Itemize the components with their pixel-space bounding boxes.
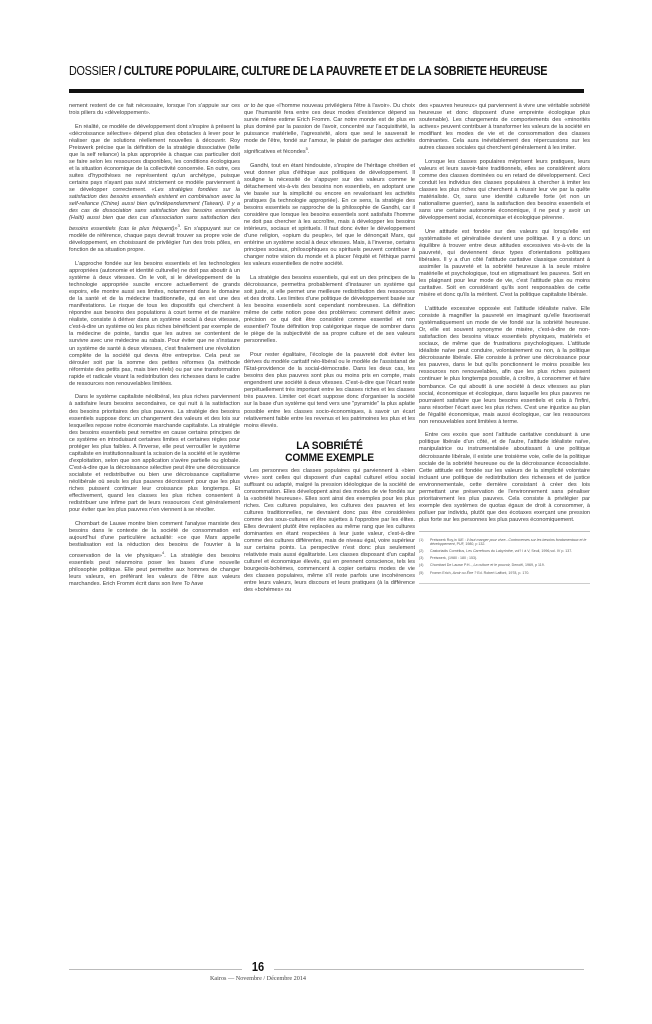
footnote-publisher: vol? I à V, Seuil, 1996,vol. IV p. 137.: [513, 549, 573, 554]
footnote-text: [430, 538, 590, 547]
book-title: To have: [183, 581, 204, 588]
subheading-line: LA SOBRIÉTÉ: [296, 439, 363, 452]
footnote-publisher: Ed. Robert Laffont, 1978, p. 170.: [476, 570, 530, 575]
footnotes-divider: [419, 531, 590, 532]
footnote: [419, 556, 590, 561]
footnote-text: [430, 556, 590, 561]
footnote-number: (2): [419, 549, 424, 554]
paragraph-text: que «l'homme nouveau privilégiera l'être à l'avoir». Du choix que l'humanité fera entre ces deux modes d'existence dépend sa survie même estime Erich Fromm. Car notre monde est de plus en plus dominé par la passion de l'avoir, concentré sur l'acquisitivité, la puissance matérielle, l'agressivité, alors que seul le sauverait le mode de l'être, fondé sur l'amour, le plaisir de partager des activités significatives et fécondes: [244, 103, 415, 156]
paragraph: L'approche fondée sur les besoins essentiels et les technologies appropriées (autonomie et identité culturelle) ne doit pas aboutir à un système à deux vitesses. On le voit, si le développement de la technologie appropriée suscite encore actuellement de grands espoirs, elle montre aussi ses limites, notamment dans le domaine de la santé et de la médecine traditionnelle, qui en est une des manifestations. Le risque de tous les dispositifs qui cherchent à répondre aux besoins des populations à court terme et de manière réaliste, consiste à dériver dans un système social à deux vitesses, c'est-à-dire un système où les plus riches bénéficient par exemple de la médecine de pointe, tandis que les autres se contentent de survivre avec une médecine au rabais. Pour éviter que ne s'instaure un système de santé à deux vitesses, c'est finalement une révolution complète de la société qui devra être entreprise. Cela peut se dérouler soit par la somme des petites réformes (la méthode réformiste des petits pas, mais bien réels) ou par une transformation rapide et radicale visant la redistribution des richesses dans le cadre de ressources non renouvelables limitées.: [69, 260, 240, 387]
quotation: «Les stratégies fondées sur la satisfaction des besoins essentiels existent en combinaison avec la self-reliance (Chine) aussi bien qu'indépendamment (Taiwan). Il y a des cas de dissociation sans satisfaction des besoins essentiels (Haïti) aussi bien que des cas d'association sans satisfaction des besoins essentiels (cas le plus fréquent)»: [69, 187, 240, 233]
footnote: [419, 571, 590, 576]
paragraph: Dans le système capitaliste néolibéral, les plus riches parviennent à satisfaire leurs besoins secondaires, ce qui nuit à la satisfaction des besoins prioritaires des plus pauvres. La stratégie des besoins essentiels suppose donc un changement des valeurs et des lois sur lesquelles repose notre économie marchande capitaliste. La stratégie des besoins essentiels peut remettre en cause certains principes de ce système en introduisant certaines limites et certaines règles pour protéger les plus faibles. A l'inverse, elle peut verrouiller le système capitaliste en institutionnalisant la scission de la société et le système d'exploitation, selon que son application s'avère partielle ou globale. C'est-à-dire que la décroissance sélective peut être une décroissance socialiste et redistributive ou bien une décroissance capitalisme néolibérale où seuls les plus pauvres décroissent pour que les plus riches puissent continuer leur croissance plus longtemps. Et effectivement, quand les classes les plus riches consentent à redistribuer une infime part de leurs ressources c'est généralement pour éviter que les plus pauvres n'en viennent à se révolter.: [69, 394, 240, 514]
footer-rule-right: [274, 969, 584, 970]
issue-date: Kairos — Novembre / Décembre 2014: [209, 975, 307, 982]
footnote-author: Preiswerk, (1980 : 180 ; 153).: [430, 556, 478, 561]
article-column-2: [244, 103, 415, 601]
footnote-text: [430, 563, 590, 568]
footnote-number: (5): [419, 570, 424, 575]
dossier-title: CULTURE POPULAIRE, CULTURE DE LA PAUVRETE ET DE LA SOBRIETE HEUREUSE: [123, 64, 548, 78]
paragraph: Une attitude est fondée sur des valeurs qui lorsqu'elle est systématisée et généralisée devient une politique. Il y a donc un équilibre à trouver entre deux attitudes excessives vis-à-vis de la pauvreté, qui deviennent deux types d'orientations politiques libérales. Il y a d'un côté l'attitude caritative classique consistant à assimiler la pauvreté et la sobriété heureuse à la seule misère matérielle et psychologique, tout en stigmatisant les pauvres. Soit en les plaignant pour leur mode de vie, c'est l'attitude plus ou moins caritative. Soit en considérant qu'ils sont responsables de cette misère et donc qu'ils la méritent. C'est la politique capitaliste libérale.: [419, 228, 590, 299]
footnote-ref[interactable]: 4: [162, 549, 165, 555]
section-label: DOSSIER: [69, 64, 116, 78]
paragraph: [69, 124, 240, 255]
footnotes-bottom-divider: [419, 583, 590, 584]
footnote: [419, 563, 590, 568]
section-subheading: [253, 440, 407, 464]
footnote-text: [430, 549, 590, 554]
paragraph-text: .: [307, 149, 310, 156]
paragraph-text: . En s'appuyant sur ce modèle de référence, chaque pays devrait trouver sa propre voie de développement, en choisissant de privilégier l'un des trois pôles, en fonction de sa situation propre.: [69, 226, 241, 254]
footnote-text: [430, 571, 590, 576]
footnote-ref[interactable]: 5: [305, 146, 308, 152]
paragraph: nement restent de ce fait nécessaire, lorsque l'on s'appuie sur ces trois piliers du «développement».: [69, 103, 240, 117]
footnote-title: Avoir ou Être ?: [452, 570, 477, 575]
footnote-author: Fromm Erich,: [430, 570, 453, 575]
dossier-header: [69, 64, 548, 78]
footnote-number: (1): [419, 537, 424, 542]
paragraph: Les personnes des classes populaires qui parviennent à «bien vivre» sont celles qui disposent d'un capital culturel et/ou social suffisant ou adapté, malgré la pression idéologique de la société de consommation. Elles développent ainsi des modes de vie fondés sur la «sobriété heureuse». Elles sont ainsi des exemples pour les plus riches. Ces cultures populaires, les cultures des pauvres et les cultures traditionnelles, ne devraient donc pas être considérées comme des sous-cultures et être sujettes à l'opprobre par les élites. Elles devraient plutôt être replacées au même rang que les cultures dominantes en étant respectées à leur juste valeur, c'est-à-dire comme des cultures différentes, mais de niveau égal, voire supérieur sur certains points. La perspective n'est donc plus seulement relativiste mais aussi égalitariste. Les classes disposant d'un capital culturel et économique élevés, qui en prennent conscience, tels les bourgeois-bohèmes, commencent à copier certains modes de vie des classes populaires, même s'il reste parfois une incohérences entre leurs valeurs, leurs discours et leurs pratiques (à la différence des «bohèmes» ou: [244, 467, 415, 594]
footnote-title: Les Carrefours du Labyrinthe,: [466, 549, 514, 554]
footnote-number: (4): [419, 563, 424, 568]
paragraph: [244, 103, 415, 156]
footnote-author: Chombart De Lauwe P.H..,: [430, 563, 474, 568]
footnote-number: (3): [419, 556, 424, 561]
header-rule: [69, 89, 584, 93]
footnotes: [419, 538, 590, 576]
page-number: 16: [251, 959, 265, 974]
paragraph: des «pauvres heureux» qui parviennent à vivre une véritable sobriété heureuse et donc disposent d'une empreinte écologique plus soutenable). Les changements de comportements des «minorités actives» peuvent contribuer à transformer les valeurs de la société en modifiant les modes de vie et de consommation des classes dominantes. Cela aura inévitablement des répercussions sur les autres classes sociales qui cherchent généralement à les imiter.: [419, 103, 590, 152]
book-title: or to be: [244, 103, 264, 109]
footnote-ref[interactable]: 3: [177, 223, 180, 229]
paragraph: Pour rester égalitaire, l'écologie de la pauvreté doit éviter les dérives du modèle caritatif néo-libéral ou le modèle de l'assistanat de l'Etat-providence de la social-démocratie. Dans les deux cas, les besoins des plus pauvres sont plus ou moins pris en compte, mais engendrent une société à deux vitesses. C'est-à-dire que l'écart reste perpétuellement très important entre les classes riches et les classes très pauvres. Limiter cet écart suppose donc d'organiser la société sur la base d'un système qui tend vers une "pyramide" la plus aplatie possible entre les classes socio-économiques, à savoir un écart relativement faible entre les revenus et les patrimoines les plus et les moins élevés.: [244, 352, 415, 429]
footnote-publisher: Denoël, 1969, p 119.: [510, 563, 545, 568]
subheading-line: COMME EXEMPLE: [285, 451, 374, 464]
footnote-title: Il faut manger pour vivre...Controverses sur les besoins fondamentaux et le développement: [430, 537, 587, 547]
paragraph: [69, 521, 240, 588]
paragraph-text: En réalité, ce modèle de développement dont s'inspire à présent la «décroissance sélective» dépend plus des obstacles à lever pour le réaliser que de solutions réellement nouvelles à découvrir. Roy Preiswerk précise que la définition de la stratégie dissociative (telle que la self reliance) la plus appropriée à chaque cas particulier doit se faire selon les ressources disponibles, les conditions écologiques et la situation économique de la collectivité concernée. En outre, ces suites d'hypothèses ne représentent qu'un archétype, puisque certains pays n'ayant pas suivi strictement ce modèle parviennent à se développer correctement.: [69, 123, 240, 194]
footnote-publisher: , PUF, 1980, p 132.: [454, 542, 486, 547]
article-column-3: [419, 103, 590, 584]
paragraph: Gandhi, tout en étant hindouiste, s'inspire de l'héritage chrétien et veut donner plus d'éthique aux politiques de développement. Il souligne la nécessité de s'appuyer sur des valeurs comme le détachement vis-à-vis des besoins non essentiels, en adoptant une vie basée sur la simplicité ou encore en revalorisant les activités pratiques (la technologie appropriée). En ce sens, la stratégie des besoins essentiels se rapproche de la philosophie de Gandhi, car il considère que lorsque les besoins essentiels sont satisfaits l'homme ne doit pas chercher à les accroître, mais à développer les besoins intérieurs, sociaux et spirituels. Il faut donc éviter le développement d'une religion, «opium du peuple», tel que le dénonçait Marx, qui entérine un système social à deux vitesses. Mais, à l'inverse, certains principes sociaux, philosophiques ou spirituels peuvent contribuer à changer notre vision du monde et à placer l'équité et l'éthique parmi les valeurs essentielles de notre société.: [244, 162, 415, 268]
footnote-title: La culture et le pouvoir,: [473, 563, 511, 568]
paragraph-text: . La stratégie des besoins essentiels peut néanmoins poser les bases d'une nouvelle philosophie politique. Elle peut permettre aux hommes de changer leurs valeurs, en préférant les valeurs de l'être aux valeurs marchandes. Erich Fromm écrit dans son livre: [69, 552, 240, 588]
paragraph: Lorsque les classes populaires méprisent leurs pratiques, leurs valeurs et leurs savoir-faire traditionnels, elles se considèrent alors comme des classes dominées ou en retard de développement. Ceci conduit les individus des classes populaires à chercher à imiter les classes les plus riches qui cherchent à réussir leur vie par la quête matérialiste. Or, sans une identité culturelle forte (et non un nationalisme guerrier), sans la satisfaction des besoins essentiels et sans une certaine autonomie économique, il ne peut y avoir un développement social, économique et écologique pérenne.: [419, 158, 590, 222]
paragraph: Entre ces excès que sont l'attitude caritative conduisant à une politique libérale d'un côté, et de l'autre, l'attitude idéaliste naïve, manipulatrice ou instrumentalisée aboutissant à une politique décroissante libérale, il existe une troisième voie, celle de la politique sociale de la sobriété heureuse ou de la décroissance écosocialiste. Cette attitude est fondée sur les valeurs de la simplicité volontaire incluant une politique de redistribution des richesses et de justice environnementale, cette dernière consistant à créer des lois permettant une préservation de l'environnement sans pénaliser prioritairement les plus pauvres. Cela consiste à privilégier par exemple des systèmes de quotas égaux de droit à consommer, à polluer par individu, plutôt que des écotaxes exerçant une pression plus forte sur les personnes les plus pauvres économiquement.: [419, 432, 590, 523]
paragraph: L'attitude excessive opposée est l'attitude idéaliste naïve. Elle consiste à magnifier la pauvreté en imaginant qu'elle favoriserait systématiquement un mode de vie fondé sur la sobriété heureuse. Or, elle est souvent synonyme de misère, c'est-à-dire de non-satisfaction des besoins vitaux essentiels physiques, matériels et sociaux, de même que de frustrations psychologiques. L'attitude idéaliste naïve peut conduire, volontairement ou non, à la politique décroissante libérale. Elle consiste à prôner une décroissance pour les pauvres, dans le but qu'ils ponctionnent le moins possible les ressources non renouvelables, afin que les plus riches puissent continuer le plus longtemps possible, à croître, à consommer et faire bombance. Ce qui aboutit à une société à deux vitesses au plan social, économique et écologique, dans laquelle les plus pauvres ne pourraient satisfaire que leurs besoins essentiels et cela à l'infini, sans résorber l'écart avec les plus riches. C'est une injustice au plan de l'égalité économique, mais aussi écologique, car les ressources non renouvelables sont limitées à terme.: [419, 306, 590, 425]
header-separator: /: [118, 64, 122, 78]
footnote-author: Castoriadis Cornélius,: [430, 549, 467, 554]
paragraph: La stratégie des besoins essentiels, qui est un des principes de la décroissance, permettra probablement d'instaurer un système qui soit juste, si elle permet une meilleure redistribution des ressources et des droits. Les limites d'une politique de développement basée sur les besoins essentiels sont cependant nombreuses. La définition même de cette notion pose des problèmes: comment définir avec précision ce qui doit être considéré comme essentiel et non essentiel? Toute définition trop catégorique risque de sombrer dans le piège de la subjectivité de sa propre culture et de ses valeurs personnelles.: [244, 275, 415, 345]
article-column-1: [69, 103, 240, 595]
footer-rule-left: [69, 969, 242, 970]
paragraph-text: Chombart de Lauwe montre bien comment l'analyse marxiste des besoins dans le contexte de la société de consommation est aujourd'hui d'une particulière actualité: «ce que Marx appelle bestialisation est la réduction des besoins de l'ouvrier à la conservation de la vie physique»: [69, 520, 240, 559]
footnote-author: Preiswerk Roy,in IUE :: [430, 537, 467, 542]
footnote: [419, 538, 590, 547]
footnote: [419, 549, 590, 554]
